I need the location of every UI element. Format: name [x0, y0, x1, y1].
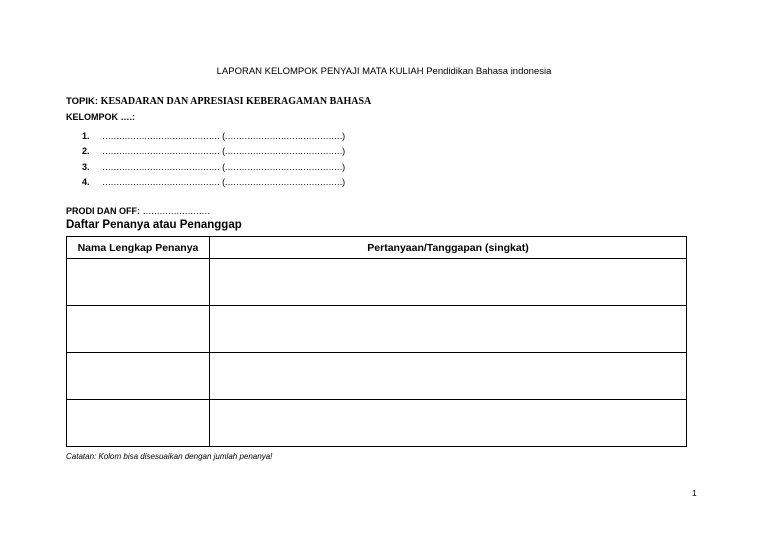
asker-name-cell[interactable] [67, 353, 210, 400]
member-id-blank: (……………………………………) [222, 177, 345, 188]
member-id-blank: (……………………………………) [222, 146, 345, 157]
member-name-blank: …………………………………… [102, 130, 220, 141]
member-list [82, 128, 345, 190]
group-label: KELOMPOK ….: [66, 112, 135, 122]
header-question: Pertanyaan/Tanggapan (singkat) [210, 237, 687, 259]
asker-name-cell[interactable] [67, 259, 210, 306]
topic-label: TOPIK: [66, 96, 99, 107]
prodi-line [66, 206, 210, 216]
table-header-row [67, 237, 687, 259]
member-item [82, 175, 345, 191]
member-id-blank: (……………………………………) [222, 161, 345, 172]
topic-line [66, 96, 371, 107]
member-name-blank: …………………………………… [102, 146, 220, 157]
member-item [82, 159, 345, 175]
asker-name-cell[interactable] [67, 400, 210, 447]
asker-list-title: Daftar Penanya atau Penanggap [66, 219, 242, 231]
table-row [67, 259, 687, 306]
table-row [67, 400, 687, 447]
table-row [67, 353, 687, 400]
member-id-blank: (……………………………………) [222, 130, 345, 141]
member-number: 1. [82, 130, 90, 141]
member-number: 2. [82, 146, 90, 157]
header-asker-name: Nama Lengkap Penanya [67, 237, 210, 259]
member-name-blank: …………………………………… [102, 177, 220, 188]
table-row [67, 306, 687, 353]
member-number: 4. [82, 177, 90, 188]
prodi-label: PRODI DAN OFF: [66, 206, 140, 216]
table-note: Catatan: Kolom bisa disesuaikan dengan jumlah penanya! [66, 452, 273, 461]
prodi-blank: …………………… [142, 206, 210, 216]
member-number: 3. [82, 161, 90, 172]
question-cell[interactable] [210, 306, 687, 353]
page-number: 1 [692, 488, 697, 498]
asker-name-cell[interactable] [67, 306, 210, 353]
topic-value: KESADARAN DAN APRESIASI KEBERAGAMAN BAHASA [100, 96, 372, 107]
question-cell[interactable] [210, 259, 687, 306]
question-cell[interactable] [210, 353, 687, 400]
member-name-blank: …………………………………… [102, 161, 220, 172]
member-item [82, 128, 345, 144]
document-title: LAPORAN KELOMPOK PENYAJI MATA KULIAH Pendidikan Bahasa indonesia [216, 66, 552, 77]
asker-table [66, 236, 687, 447]
question-cell[interactable] [210, 400, 687, 447]
member-item [82, 144, 345, 160]
